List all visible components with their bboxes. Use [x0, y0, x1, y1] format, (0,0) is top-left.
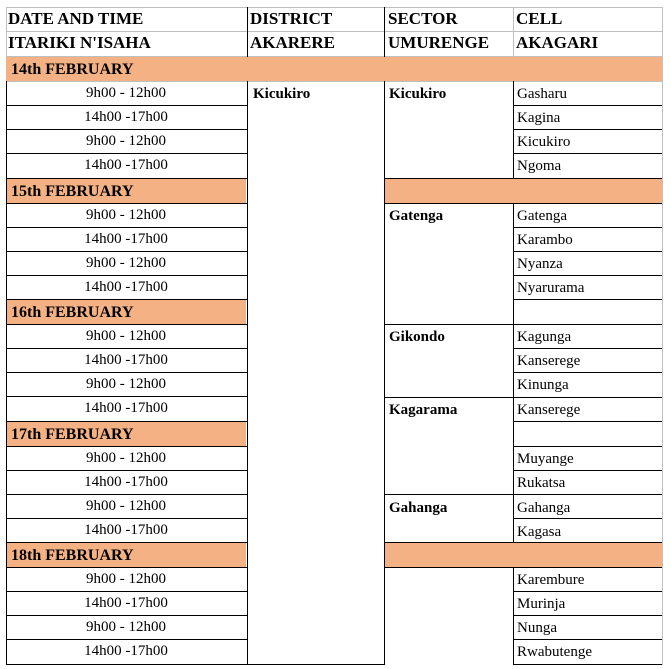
- grid-line: [513, 251, 663, 252]
- grid-line: [513, 299, 663, 300]
- time-slot: 14h00 -17h00: [84, 157, 168, 173]
- time-slot: 9h00 - 12h00: [86, 133, 166, 149]
- grid-line: [6, 81, 663, 82]
- cell-name: Kagina: [517, 110, 561, 126]
- grid-line: [384, 178, 663, 179]
- grid-line: [513, 615, 663, 616]
- header-sector: SECTOR: [388, 9, 458, 28]
- grid-line: [6, 299, 247, 300]
- grid-line: [513, 567, 514, 665]
- cell-name: Muyange: [517, 451, 574, 467]
- time-slot: 14h00 -17h00: [84, 595, 168, 611]
- cell-name: Kinunga: [517, 377, 569, 393]
- grid-line: [6, 275, 247, 276]
- grid-line: [6, 153, 247, 154]
- grid-line: [6, 518, 247, 519]
- time-slot: 14h00 -17h00: [84, 279, 168, 295]
- grid-line: [513, 275, 663, 276]
- cell-name: Kanserege: [517, 402, 581, 418]
- cell-name: Murinja: [517, 596, 566, 612]
- date-band-16: 16th FEBRUARY: [6, 300, 246, 324]
- time-slot: 9h00 - 12h00: [86, 450, 166, 466]
- grid-line: [6, 105, 247, 106]
- time-slot: 9h00 - 12h00: [86, 207, 166, 223]
- grid-line: [513, 348, 663, 349]
- sector-gahanga: Gahanga: [389, 500, 448, 516]
- grid-line: [6, 470, 247, 471]
- grid-line: [6, 639, 247, 640]
- grid-line: [6, 324, 247, 325]
- grid-line: [6, 372, 247, 373]
- sector-gatenga: Gatenga: [389, 208, 444, 224]
- cell-name: Karambo: [517, 232, 573, 248]
- grid-line: [6, 31, 663, 32]
- grid-line: [247, 81, 248, 665]
- grid-line: [384, 542, 663, 543]
- grid-line: [6, 81, 7, 665]
- time-slot: 14h00 -17h00: [84, 109, 168, 125]
- sector-band-18: [384, 543, 663, 567]
- grid-line: [6, 421, 247, 422]
- cell-name: Kagunga: [517, 329, 572, 345]
- grid-line: [513, 518, 663, 519]
- grid-line: [6, 7, 663, 8]
- grid-line: [662, 7, 663, 665]
- cell-name: Kicukiro: [517, 134, 571, 150]
- time-slot: 9h00 - 12h00: [86, 376, 166, 392]
- grid-line: [6, 56, 663, 57]
- grid-line: [6, 396, 247, 397]
- header-date-time: DATE AND TIME: [8, 9, 144, 28]
- grid-line: [6, 7, 7, 57]
- grid-line: [513, 203, 514, 543]
- cell-name: Karembure: [517, 572, 585, 588]
- grid-line: [384, 203, 663, 204]
- time-slot: 14h00 -17h00: [84, 400, 168, 416]
- date-band-15: 15th FEBRUARY: [6, 179, 246, 203]
- cell-name: Nyanza: [517, 256, 563, 272]
- grid-line: [513, 664, 663, 665]
- sector-gikondo: Gikondo: [389, 329, 445, 345]
- time-slot: 14h00 -17h00: [84, 522, 168, 538]
- sector-kagarama: Kagarama: [389, 402, 458, 418]
- grid-line: [6, 615, 247, 616]
- grid-line: [6, 664, 247, 665]
- cell-name: Kagasa: [517, 524, 562, 540]
- header-umurenge: UMURENGE: [388, 33, 490, 52]
- time-slot: 14h00 -17h00: [84, 231, 168, 247]
- grid-line: [6, 178, 247, 179]
- district-name: Kicukiro: [253, 86, 311, 102]
- grid-line: [384, 494, 663, 495]
- date-band-17: 17th FEBRUARY: [6, 422, 246, 446]
- schedule-table: [6, 7, 663, 665]
- header-itariki: ITARIKI N'ISAHA: [8, 33, 151, 52]
- time-slot: 14h00 -17h00: [84, 352, 168, 368]
- grid-line: [384, 397, 663, 398]
- grid-line: [513, 81, 514, 179]
- header-akagari: AKAGARI: [516, 33, 599, 52]
- grid-line: [513, 421, 663, 422]
- grid-line: [6, 251, 247, 252]
- grid-line: [513, 446, 663, 447]
- cell-name: Rukatsa: [517, 475, 566, 491]
- grid-line: [6, 227, 247, 228]
- time-slot: 9h00 - 12h00: [86, 328, 166, 344]
- time-slot: 9h00 - 12h00: [86, 85, 166, 101]
- grid-line: [6, 446, 247, 447]
- grid-line: [513, 639, 663, 640]
- cell-name: Gahanga: [517, 500, 571, 516]
- header-district: DISTRICT: [250, 9, 333, 28]
- grid-line: [384, 7, 385, 57]
- grid-line: [6, 129, 247, 130]
- grid-line: [513, 372, 663, 373]
- grid-line: [384, 567, 663, 568]
- time-slot: 9h00 - 12h00: [86, 255, 166, 271]
- sector-band-15: [384, 179, 663, 203]
- grid-line: [384, 81, 385, 665]
- grid-line: [513, 227, 663, 228]
- grid-line: [6, 348, 247, 349]
- date-band-18: 18th FEBRUARY: [6, 543, 246, 567]
- time-slot: 14h00 -17h00: [84, 643, 168, 659]
- grid-line: [6, 203, 247, 204]
- date-band-14: 14th FEBRUARY: [6, 57, 663, 81]
- cell-name: Gasharu: [517, 86, 567, 102]
- cell-name: Nyarurama: [517, 280, 585, 296]
- grid-line: [6, 567, 247, 568]
- grid-line: [513, 7, 514, 57]
- cell-name: Nunga: [517, 620, 557, 636]
- grid-line: [6, 494, 247, 495]
- grid-line: [513, 129, 663, 130]
- time-slot: 9h00 - 12h00: [86, 498, 166, 514]
- grid-line: [513, 105, 663, 106]
- header-cell: CELL: [516, 9, 563, 28]
- time-slot: 9h00 - 12h00: [86, 619, 166, 635]
- grid-line: [247, 664, 384, 665]
- grid-line: [513, 470, 663, 471]
- cell-name: Rwabutenge: [517, 644, 592, 660]
- grid-line: [6, 591, 247, 592]
- grid-line: [513, 591, 663, 592]
- sector-kicukiro: Kicukiro: [389, 86, 447, 102]
- time-slot: 9h00 - 12h00: [86, 571, 166, 587]
- cell-name: Ngoma: [517, 158, 562, 174]
- cell-name: Gatenga: [517, 208, 567, 224]
- grid-line: [384, 324, 663, 325]
- grid-line: [6, 542, 247, 543]
- header-akarere: AKARERE: [250, 33, 336, 52]
- grid-line: [247, 7, 248, 57]
- grid-line: [513, 153, 663, 154]
- cell-name: Kanserege: [517, 353, 581, 369]
- time-slot: 14h00 -17h00: [84, 474, 168, 490]
